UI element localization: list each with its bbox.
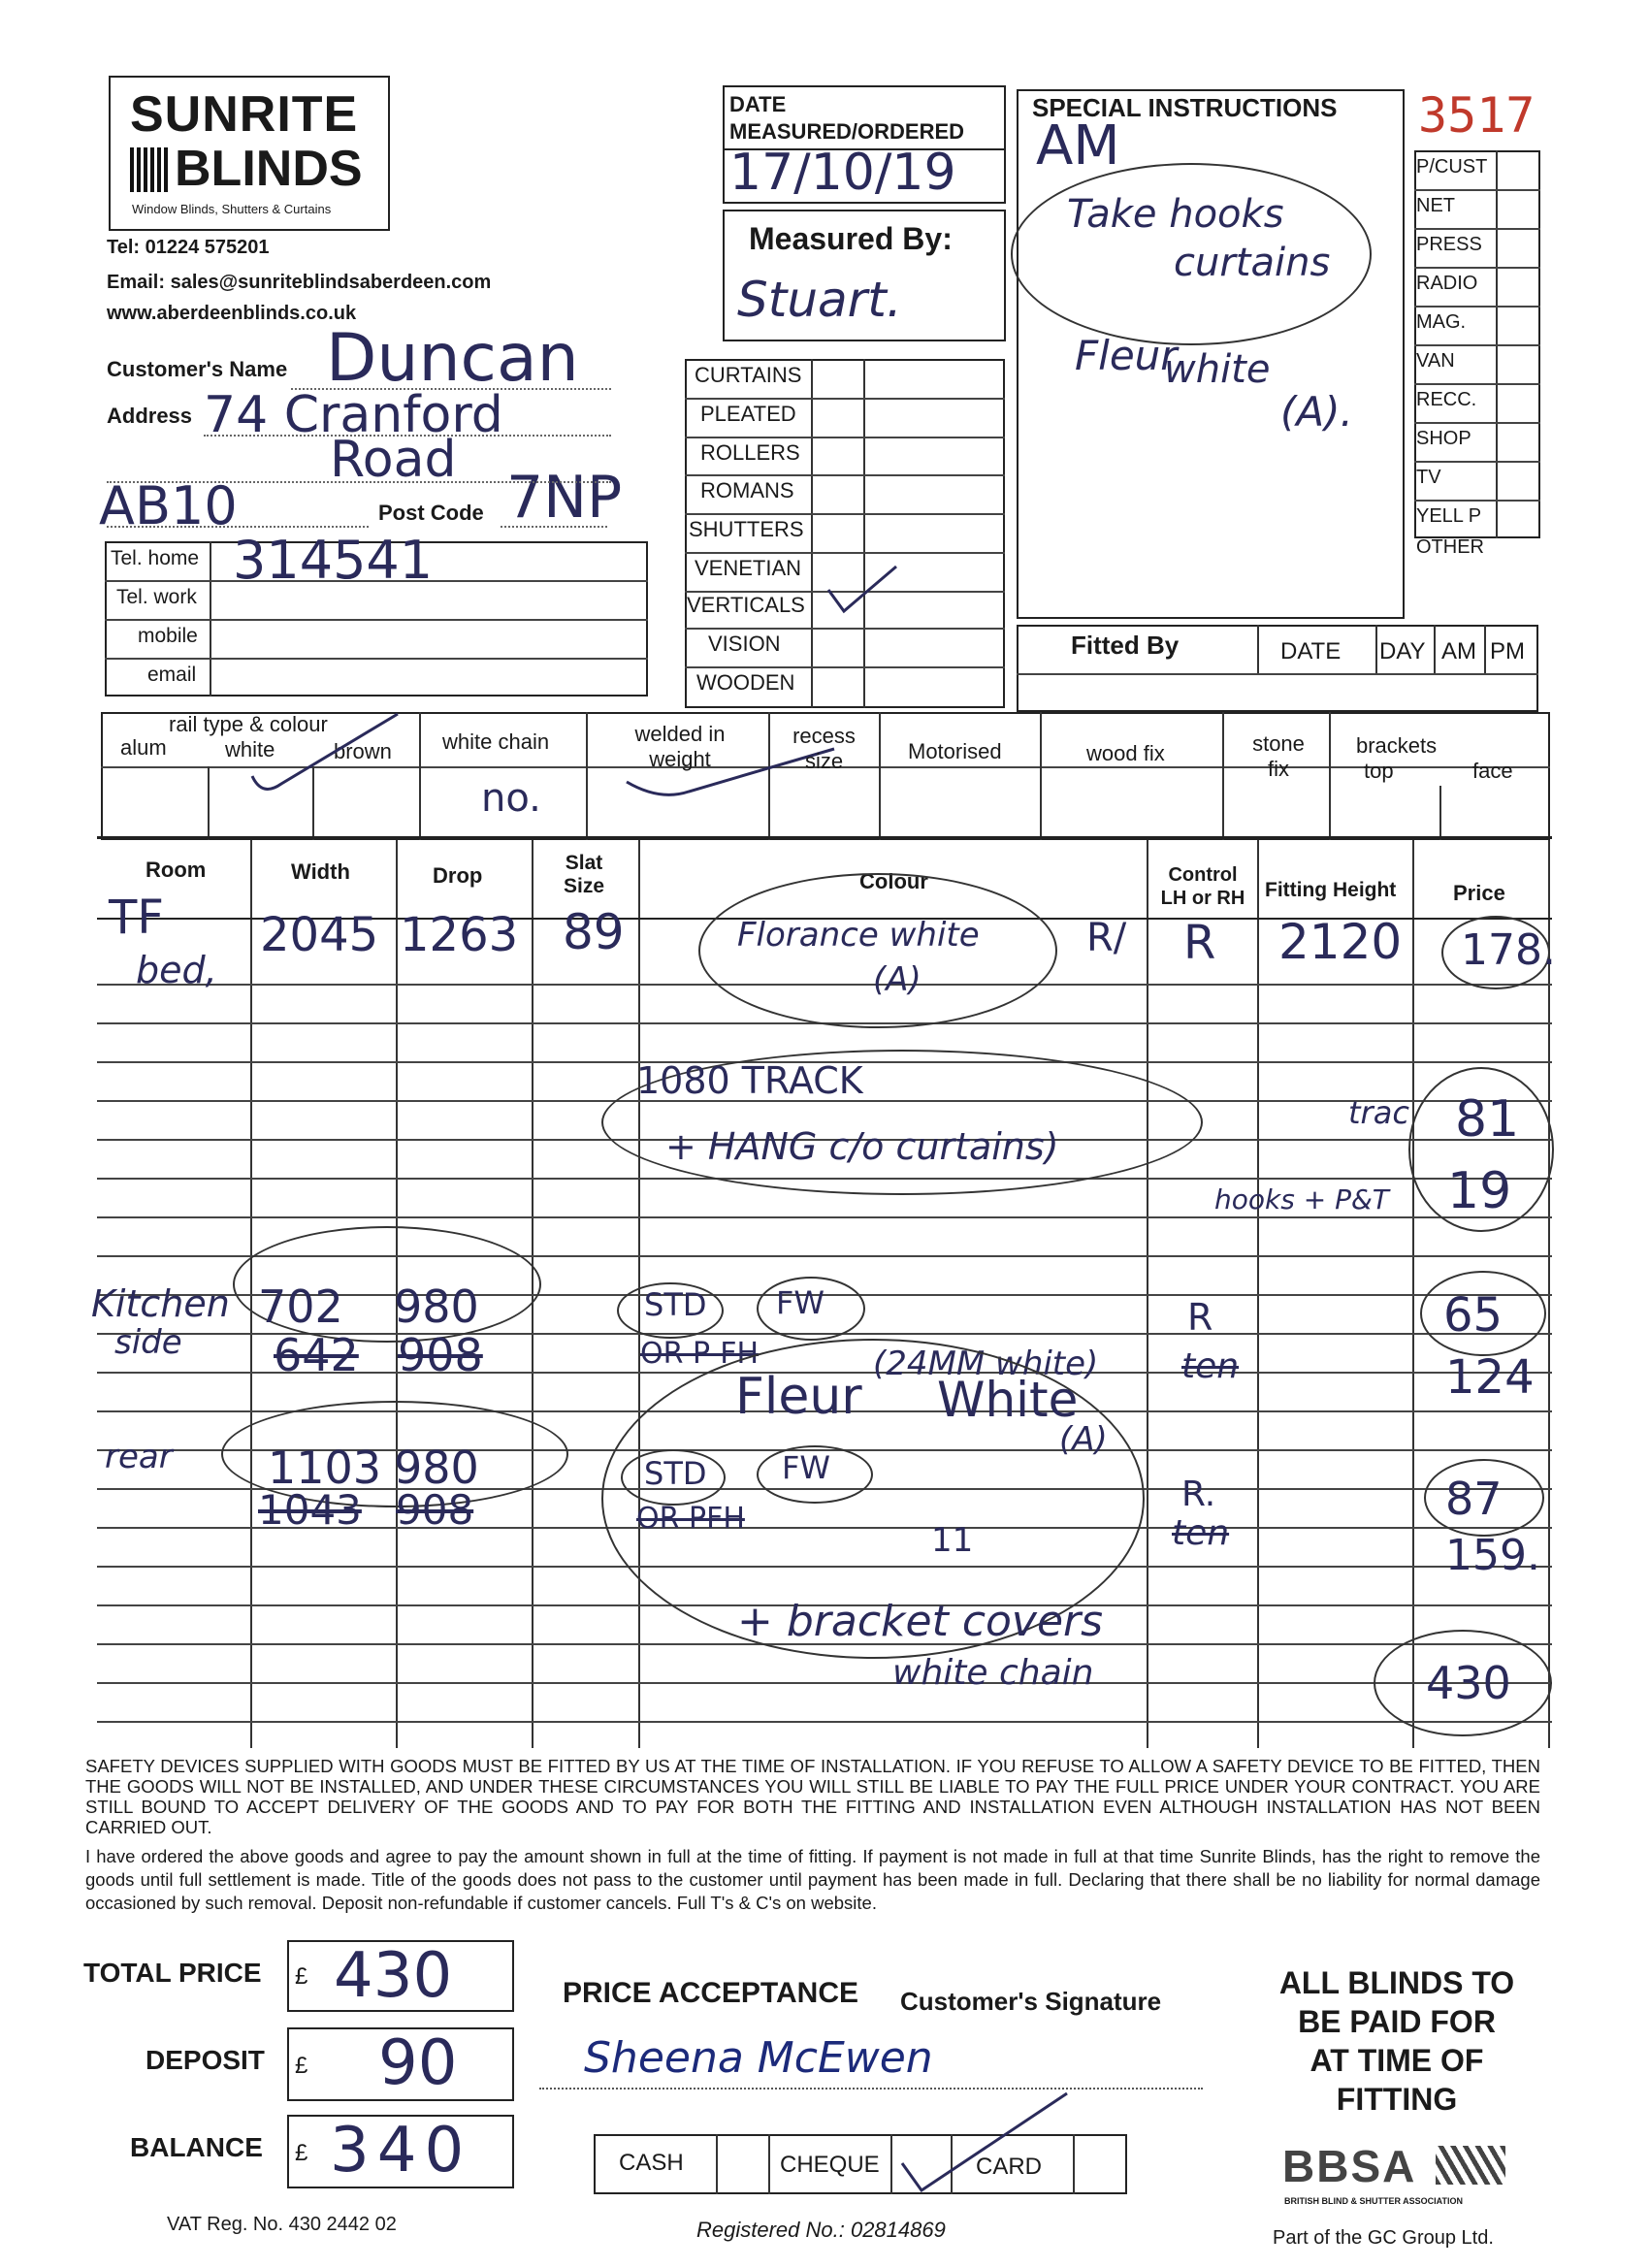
notice-line2: BE PAID FOR [1298, 2004, 1496, 2039]
rear-d1: 980 [394, 1442, 479, 1494]
source-item[interactable]: P/CUST [1416, 156, 1488, 178]
card-option[interactable]: CARD [976, 2154, 1043, 2180]
source-item[interactable]: YELL P [1416, 505, 1482, 527]
logo [109, 76, 390, 231]
address-line1: 74 Cranford [204, 386, 503, 444]
col-control: Control LH or RH [1160, 864, 1245, 909]
source-item[interactable]: RECC. [1416, 389, 1477, 410]
fitted-by-label: Fitted By [1071, 631, 1180, 660]
notice-line3: AT TIME OF [1310, 2043, 1484, 2078]
rear-ten: ten [1172, 1513, 1230, 1553]
order-number: 3517 [1418, 87, 1536, 144]
postcode-label: Post Code [378, 501, 484, 525]
date-label: DATE MEASURED/ORDERED [729, 92, 965, 144]
fitted-am-label: AM [1441, 638, 1476, 664]
address-line2: Road [330, 431, 457, 489]
recess-label[interactable]: recess size [792, 724, 856, 773]
fleur-line2: White [937, 1372, 1079, 1428]
rear-mark: 11 [931, 1521, 974, 1560]
deposit-currency: £ [295, 2053, 308, 2079]
motorised-label[interactable]: Motorised [908, 739, 1002, 763]
fitted-day-label: DAY [1379, 638, 1426, 664]
blinds-icon [130, 147, 171, 192]
vat-number: VAT Reg. No. 430 2442 02 [167, 2214, 397, 2235]
bracket-line: + bracket covers [737, 1597, 1104, 1646]
product-item[interactable]: VENETIAN [695, 556, 802, 580]
registered-number: Registered No.: 02814869 [696, 2218, 946, 2242]
kitchen-room2: side [114, 1323, 182, 1362]
balance-currency: £ [295, 2140, 308, 2166]
phone-label: Tel. work [116, 586, 197, 608]
source-item[interactable]: MAG. [1416, 311, 1467, 333]
balance-label: BALANCE [130, 2132, 263, 2162]
welded-label[interactable]: welded in weight [634, 722, 726, 771]
product-item[interactable]: ROLLERS [700, 440, 800, 465]
cheque-option[interactable]: CHEQUE [780, 2152, 880, 2178]
customer-name: Duncan [326, 320, 579, 397]
total-label: TOTAL PRICE [83, 1958, 262, 1988]
phone-label: mobile [138, 625, 198, 647]
customer-signature: Sheena McEwen [584, 2033, 933, 2083]
brackets-top[interactable]: top [1364, 759, 1394, 783]
special-note4: white [1164, 347, 1271, 392]
row1-colour1: Florance white [737, 916, 980, 955]
rear-std: STD [644, 1455, 707, 1492]
kitchen-room1: Kitchen [91, 1282, 230, 1325]
product-item[interactable]: VISION [708, 632, 781, 656]
rear-room: rear [105, 1438, 173, 1476]
rear-w1: 1103 [268, 1442, 382, 1494]
rear-fw: FW [782, 1449, 831, 1486]
date-value: 17/10/19 [729, 144, 956, 202]
track-line1: 1080 TRACK [636, 1059, 863, 1102]
bbsa-logo: BBSA [1282, 2141, 1417, 2191]
phone-label: email [147, 664, 197, 686]
order-terms: I have ordered the above goods and agree to pay the amount shown in full at the time of fitting. If payment is not made in full at that time Sunrite Blinds, has the right to remove the goods until full settlement is made. Title of the goods does not pass to the customer until payment has been made in full. Declaring that there shall be no liability for normal damage occasioned by such removal. Deposit non-refundable if customer cancels. Full T's & C's on website. [85, 1846, 1540, 1913]
rear-price1: 87 [1445, 1473, 1503, 1525]
card-tick-icon [892, 2086, 1086, 2202]
postcode-part2: 7NP [506, 464, 623, 532]
total-currency: £ [295, 1963, 308, 1990]
total-value: 430 [334, 1940, 453, 2012]
kitchen-mm: (24MM white) [873, 1345, 1099, 1383]
row1-room-line2: bed, [136, 949, 217, 991]
kitchen-w1: 702 [258, 1280, 343, 1333]
balance-value: 340 [330, 2115, 472, 2187]
row1-slat: 89 [563, 904, 625, 960]
kitchen-price2: 124 [1445, 1350, 1535, 1405]
bbsa-sub: BRITISH BLIND & SHUTTER ASSOCIATION [1284, 2196, 1463, 2206]
col-price: Price [1453, 881, 1505, 905]
logo-line2: BLINDS [175, 141, 363, 197]
rear-ctrl: R. [1181, 1474, 1216, 1514]
brackets-face[interactable]: face [1472, 759, 1513, 783]
table-total: 430 [1426, 1657, 1511, 1709]
rail-tick-icon [242, 708, 407, 805]
track-note1: trac [1348, 1094, 1409, 1131]
product-item[interactable]: PLEATED [700, 402, 796, 426]
kitchen-d1: 980 [394, 1280, 479, 1333]
row1-rl: R/ [1086, 916, 1127, 960]
row1-colour2: (A) [873, 960, 922, 999]
rear-or: OR PFH [636, 1502, 745, 1536]
track-note2: hooks + P&T [1214, 1183, 1389, 1215]
col-drop: Drop [433, 863, 483, 888]
col-room: Room [146, 858, 207, 882]
fitted-pm-label: PM [1490, 638, 1525, 664]
logo-tagline: Window Blinds, Shutters & Curtains [132, 202, 332, 216]
source-item[interactable]: VAN [1416, 350, 1455, 372]
kitchen-std: STD [644, 1286, 707, 1323]
acceptance-title: PRICE ACCEPTANCE [563, 1977, 859, 2009]
source-item[interactable]: SHOP [1416, 428, 1471, 449]
col-height: Fitting Height [1265, 879, 1397, 901]
track-price1: 81 [1455, 1090, 1520, 1149]
group-note: Part of the GC Group Ltd. [1273, 2227, 1494, 2249]
source-item[interactable]: NET [1416, 195, 1455, 216]
white-chain-value: no. [481, 776, 541, 821]
logo-line1: SUNRITE [130, 86, 359, 143]
track-price2: 19 [1447, 1162, 1512, 1220]
rail-label: rail type & colour [169, 712, 328, 736]
rail-white[interactable]: white [225, 737, 275, 761]
brackets-label: brackets [1356, 733, 1438, 758]
notice-line1: ALL BLINDS TO [1278, 1965, 1515, 2000]
product-item[interactable]: CURTAINS [695, 363, 802, 387]
fitted-date-label: DATE [1280, 638, 1342, 664]
special-note3: Fleur [1075, 332, 1178, 379]
customer-name-label: Customer's Name [107, 357, 288, 381]
white-chain-label[interactable]: white chain [442, 729, 550, 754]
phone-label: Tel. home [111, 547, 200, 569]
tel: Tel: 01224 575201 [107, 237, 270, 258]
rear-d2: 908 [396, 1486, 474, 1534]
rear-w2: 1043 [258, 1486, 362, 1534]
measured-by-label: Measured By: [749, 221, 953, 256]
safety-terms: SAFETY DEVICES SUPPLIED WITH GOODS MUST BE FITTED BY US AT THE TIME OF INSTALLATION. IF YOU REFUSE TO ALLOW A SAFETY DEVICE TO BE FITTED, THEN THE GOODS WILL NOT BE INSTALLED, AND UNDER THESE CIRCUMSTANCES YOU WILL STILL BE LIABLE TO PAY THE FULL PRICE UNDER YOUR CONTRACT. YOU ARE STILL BOUND TO ACCEPT DELIVERY OF THE GOODS AND TO PAY FOR BOTH THE FITTING AND INSTALLATION EVEN ALTHOUGH INSTALLATION HAS NOT BEEN CARRIED OUT. [85, 1756, 1540, 1837]
kitchen-d2: 908 [398, 1329, 483, 1381]
special-label: SPECIAL INSTRUCTIONS [1032, 93, 1338, 122]
row1-height: 2120 [1278, 914, 1403, 970]
special-note1: Take hooks [1067, 192, 1284, 237]
rail-brown[interactable]: brown [334, 739, 392, 763]
row1-width: 2045 [260, 908, 379, 962]
source-item[interactable]: TV [1416, 467, 1441, 488]
product-item[interactable]: VERTICALS [687, 593, 805, 617]
kitchen-ctrl: R [1187, 1296, 1213, 1339]
special-note2: curtains [1174, 241, 1331, 285]
product-item[interactable]: SHUTTERS [689, 517, 804, 541]
special-am: AM [1036, 114, 1120, 178]
signature-line[interactable] [539, 2088, 1203, 2091]
notice-line4: FITTING [1336, 2082, 1458, 2117]
email: Email: sales@sunriteblindsaberdeen.com [107, 272, 492, 293]
address-label: Address [107, 404, 193, 428]
kitchen-ten: ten [1181, 1346, 1240, 1386]
product-item[interactable]: ROMANS [700, 478, 794, 502]
chain-line: white chain [892, 1653, 1094, 1693]
deposit-label: DEPOSIT [146, 2045, 265, 2075]
source-item[interactable]: RADIO [1416, 273, 1478, 294]
kitchen-fw: FW [776, 1284, 825, 1321]
row1-colour-ring [698, 873, 1057, 1028]
verticals-tick-icon [824, 561, 902, 619]
source-item[interactable]: OTHER [1416, 536, 1484, 558]
product-item[interactable]: WOODEN [696, 670, 795, 695]
acceptance-sub: Customer's Signature [900, 1987, 1162, 2016]
website: www.aberdeenblinds.co.uk [107, 303, 357, 324]
phone-home-value: 314541 [233, 530, 434, 591]
rail-alum[interactable]: alum [120, 735, 167, 760]
special-note5: (A). [1280, 388, 1353, 436]
kitchen-price1: 65 [1443, 1288, 1504, 1343]
kitchen-or: OR P-FH [640, 1337, 760, 1371]
row1-drop: 1263 [400, 908, 519, 962]
col-colour: Colour [859, 869, 928, 893]
col-slat: Slat Size [563, 852, 605, 897]
kitchen-w2: 642 [274, 1329, 359, 1381]
measured-by-value: Stuart. [737, 272, 902, 328]
row1-control: R [1183, 916, 1216, 970]
col-width: Width [291, 859, 350, 884]
fleur-line1: Fleur [735, 1368, 862, 1426]
bbsa-stripes-icon [1436, 2146, 1505, 2185]
stone-fix-label[interactable]: stone fix [1252, 731, 1305, 781]
postcode-part1: AB10 [99, 475, 238, 536]
source-item[interactable]: PRESS [1416, 234, 1482, 255]
row1-price: 178. [1461, 925, 1556, 975]
fleur-line3: (A) [1059, 1420, 1108, 1459]
rear-price2: 159. [1445, 1531, 1540, 1580]
deposit-value: 90 [378, 2027, 458, 2099]
wood-fix-label[interactable]: wood fix [1086, 741, 1165, 765]
cash-option[interactable]: CASH [619, 2150, 684, 2176]
row1-room-line1: TF [109, 891, 164, 945]
track-line2: + HANG c/o curtains) [665, 1125, 1059, 1168]
